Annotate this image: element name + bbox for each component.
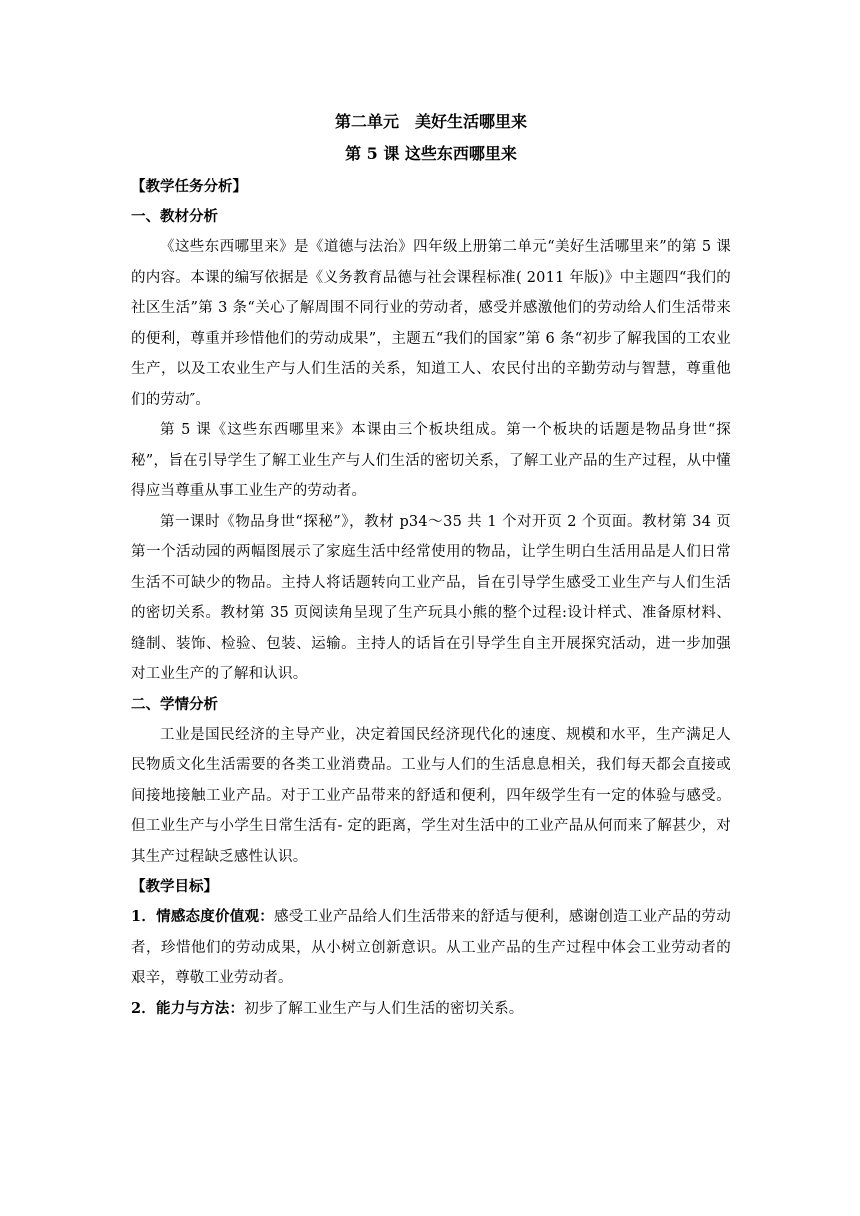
learner-analysis-heading: 二、学情分析: [131, 695, 218, 713]
textbook-paragraph-3: 第一课时《物品身世“探秘”》，教材 p34～35 共 1 个对开页 2 个页面。教材第 34 页第一个活动园的两幅图展示了家庭生活中经常使用的物品，让学生明白生活用品是人们日常生活不可缺少的物品。主持人将话题转向工业产品，旨在引导学生感受工业生产与人们生活的密切关系。教材第 35 页阅读角呈现了生产玩具小熊的整个过程:设计样式、准备原材料、缝制、装饰、检验、包装、运输。主持人的话旨在引导学生自主开展探究活动，进一步加强对工业生产的了解和认识。: [131, 513, 731, 682]
lesson-title: 第 5 课 这些东西哪里来: [345, 144, 517, 163]
unit-title: 第二单元 美好生活哪里来: [334, 112, 527, 131]
objectives-heading: 【教学目标】: [131, 878, 218, 895]
task-analysis-heading: 【教学任务分析】: [131, 178, 247, 195]
objective-text: 初步了解工业生产与人们生活的密切关系。: [244, 1000, 524, 1017]
textbook-paragraph-2: 第 5 课《这些东西哪里来》本课由三个板块组成。第一个板块的话题是物品身世“探秘”，旨在引导学生了解工业生产与人们生活的密切关系，了解工业产品的生产过程，从中懂得应当尊重从事工业生产的劳动者。: [131, 422, 731, 499]
textbook-paragraph-1: 《这些东西哪里来》是《道德与法治》四年级上册第二单元“美好生活哪里来”的第 5 课的内容。本课的编写依据是《义务教育品德与社会课程标准( 2011 年版)》中主题四“我们的社区生活”第 3 条“关心了解周围不同行业的劳动者，感受并感激他们的劳动给人们生活带来的便利，尊重并珍惜他们的劳动成果”，主题五“我们的国家”第 6 条“初步了解我国的工农业生产，以及工农业生产与人们生活的关系，知道工人、农民付出的辛勤劳动与智慧，尊重他们的劳动″。: [131, 239, 731, 408]
objective-label: 2．能力与方法：: [131, 999, 245, 1017]
objective-item: [131, 994, 731, 1025]
learner-paragraph-1: 工业是国民经济的主导产业，决定着国民经济现代化的速度、规模和水平，生产满足人民物质文化生活需要的各类工业消费品。工业与人们的生活息息相关，我们每天都会直接或间接地接触工业产品。对于工业产品带来的舒适和便利，四年级学生有一定的体验与感受。但工业生产与小学生日常生活有- 定的距离，学生对生活中的工业产品从何而来了解甚少，对其生产过程缺乏感性认识。: [131, 726, 731, 865]
textbook-analysis-heading: 一、教材分析: [131, 208, 218, 225]
document-page: [131, 108, 731, 1024]
objective-item: [131, 902, 731, 994]
objective-text: 感受工业产品给人们生活带来的舒适与便利，感谢创造工业产品的劳动者，珍惜他们的劳动成果，从小树立创新意识。从工业产品的生产过程中体会工业劳动者的艰辛，尊敬工业劳动者。: [131, 909, 731, 986]
objective-label: 1．情感态度价值观：: [131, 908, 275, 925]
